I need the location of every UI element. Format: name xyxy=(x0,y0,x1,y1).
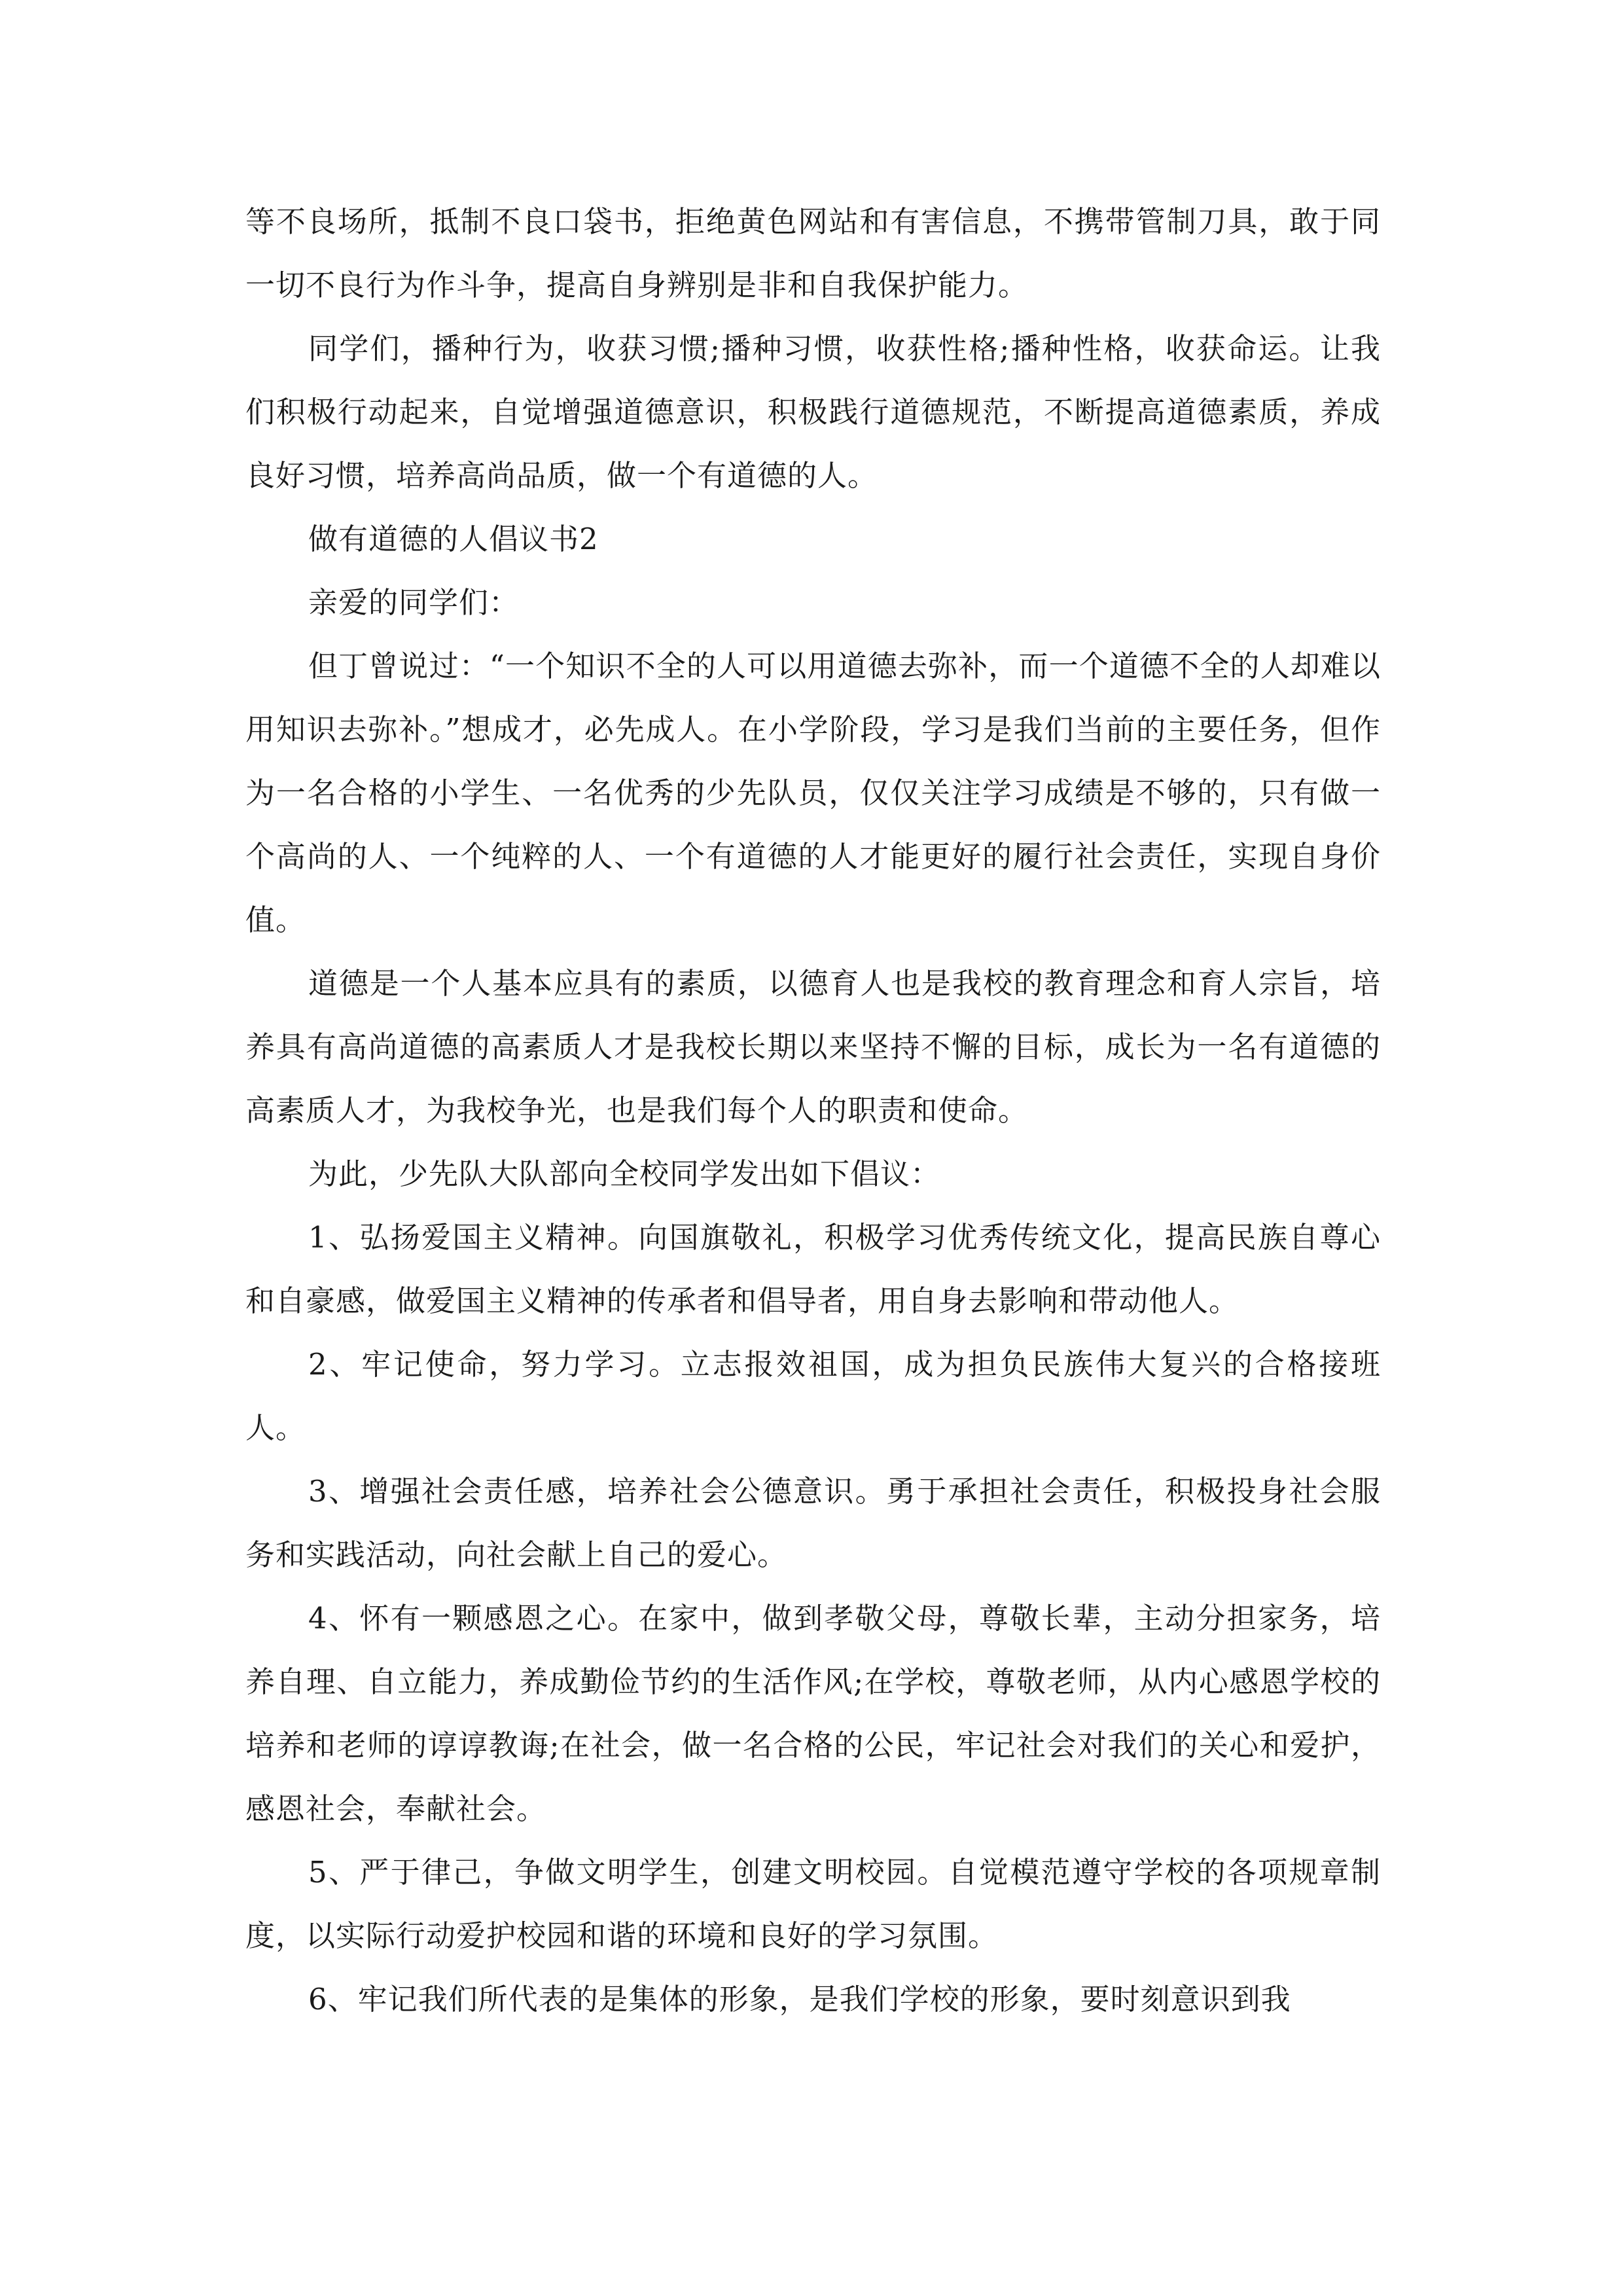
paragraph: 同学们，播种行为，收获习惯;播种习惯，收获性格;播种性格，收获命运。让我们积极行动起来，自觉增强道德意识，积极践行道德规范，不断提高道德素质，养成良好习惯，培养高尚品质，做一个有道德的人。 xyxy=(245,331,1381,493)
section-title: 做有道德的人倡议书2 xyxy=(308,522,599,556)
list-item: 4、怀有一颗感恩之心。在家中，做到孝敬父母，尊敬长辈，主动分担家务，培养自理、自立能力，养成勤俭节约的生活作风;在学校，尊敬老师，从内心感恩学校的培养和老师的谆谆教诲;在社会，做一名合格的公民，牢记社会对我们的关心和爱护，感恩社会，奉献社会。 xyxy=(245,1601,1381,1826)
list-item: 3、增强社会责任感，培养社会公德意识。勇于承担社会责任，积极投身社会服务和实践活动，向社会献上自己的爱心。 xyxy=(245,1474,1381,1572)
list-item: 2、牢记使命，努力学习。立志报效祖国，成为担负民族伟大复兴的合格接班人。 xyxy=(245,1347,1381,1445)
paragraph: 道德是一个人基本应具有的素质，以德育人也是我校的教育理念和育人宗旨，培养具有高尚道德的高素质人才是我校长期以来坚持不懈的目标，成长为一名有道德的高素质人才，为我校争光，也是我们每个人的职责和使命。 xyxy=(245,966,1381,1128)
paragraph: 但丁曾说过：“一个知识不全的人可以用道德去弥补，而一个道德不全的人却难以用知识去弥补。”想成才，必先成人。在小学阶段，学习是我们当前的主要任务，但作为一名合格的小学生、一名优秀的少先队员，仅仅关注学习成绩是不够的，只有做一个高尚的人、一个纯粹的人、一个有道德的人才能更好的履行社会责任，实现自身价值。 xyxy=(245,649,1381,937)
list-item: 6、牢记我们所代表的是集体的形象，是我们学校的形象，要时刻意识到我 xyxy=(308,1982,1291,2017)
document-body xyxy=(245,190,1381,2031)
list-item: 1、弘扬爱国主义精神。向国旗敬礼，积极学习优秀传统文化，提高民族自尊心和自豪感，做爱国主义精神的传承者和倡导者，用自身去影响和带动他人。 xyxy=(245,1220,1381,1318)
paragraph: 为此，少先队大队部向全校同学发出如下倡议： xyxy=(308,1157,941,1191)
list-item: 5、严于律己，争做文明学生，创建文明校园。自觉模范遵守学校的各项规章制度，以实际行动爱护校园和谐的环境和良好的学习氛围。 xyxy=(245,1855,1381,1953)
salutation: 亲爱的同学们： xyxy=(308,585,520,620)
paragraph: 等不良场所，抵制不良口袋书，拒绝黄色网站和有害信息，不携带管制刀具，敢于同一切不良行为作斗争，提高自身辨别是非和自我保护能力。 xyxy=(245,204,1381,302)
